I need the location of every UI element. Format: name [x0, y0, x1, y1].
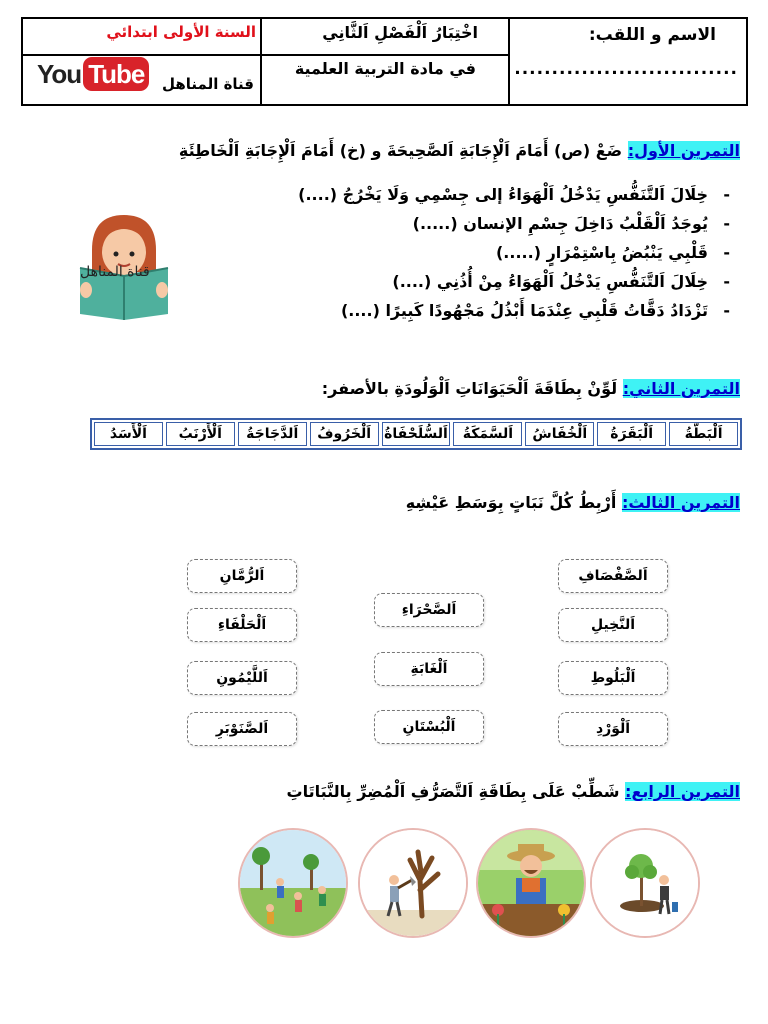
- animal-card[interactable]: اَلْأَسَدُ: [94, 422, 163, 446]
- exercise4-heading: [286, 782, 740, 801]
- exercise3-instruction: أَرْبِطُ كُلَّ نَبَاتٍ بِوَسَطِ عَيْشِهِ: [405, 493, 622, 512]
- watermark-text: قناة المناهل: [80, 264, 150, 280]
- name-label: الاسم و اللقب:: [588, 25, 716, 45]
- animal-card[interactable]: اَلْأَرْنَبُ: [166, 422, 235, 446]
- plant-card[interactable]: اَللَّيْمُونِ: [187, 661, 297, 695]
- plant-card[interactable]: اَلْوَرْدِ: [558, 712, 668, 746]
- exercise2-instruction: لَوِّنْ بِطَاقَةَ اَلْحَيَوَانَاتِ اَلْوَلُودَةِ بالأصفر:: [321, 379, 623, 398]
- plant-card[interactable]: اَلنَّخِيلِ: [558, 608, 668, 642]
- list-item: - خِلَالَ اَلتَّنَفُّسِ يَدْخُلُ اَلْهَوَاءُ إلى جِسْمِي وَلَا يَخْرُجُ (....): [250, 180, 730, 209]
- habitat-card[interactable]: اَلْغَابَةِ: [374, 652, 484, 686]
- exercise2-heading: [322, 379, 740, 398]
- header-table: [21, 17, 748, 106]
- list-item: - تَزْدَادُ دَقَّاتُ قَلْبِي عِنْدَمَا أَبْذُلُ مَجْهُودًا كَبِيرًا (....): [250, 296, 730, 325]
- animal-card[interactable]: اَلْبَطَّةُ: [669, 422, 738, 446]
- person-cutting-tree-icon[interactable]: [358, 828, 468, 938]
- list-item: - خِلَالَ اَلتَّنَفُّسِ يَدْخُلُ اَلْهَوَاءُ مِنْ أُذُنِي (....): [250, 267, 730, 296]
- grade-label: السنة الأولى ابتدائي: [106, 23, 256, 41]
- animal-card[interactable]: اَلسَّمَكَةُ: [453, 422, 522, 446]
- exercise1-instruction: ضَعْ (ص) أَمَامَ اَلْإِجَابَةِ اَلصَّحِيحَةَ و (خ) أَمَامَ اَلْإِجَابَةِ اَلْخَاطِئَةِ: [178, 141, 628, 160]
- list-item: - قَلْبِي يَنْبُضُ بِاسْتِمْرَارٍ (.....): [250, 238, 730, 267]
- exercise4-instruction: شَطِّبْ عَلَى بِطَاقَةِ اَلتَّصَرُّفِ اَلْمُضِرِّ بِالنَّبَاتَاتِ: [286, 782, 626, 801]
- exercise1-list: [250, 180, 730, 325]
- animal-card[interactable]: اَلْخَرُوفُ: [310, 422, 379, 446]
- exercise4-title: التمرين الرابع:: [625, 782, 740, 801]
- plant-card[interactable]: اَلْبَلُوطِ: [558, 661, 668, 695]
- exercise1-title: التمرين الأول:: [627, 141, 740, 160]
- exercise3-title: التمرين الثالث:: [621, 493, 740, 512]
- channel-label: قناة المناهل: [161, 75, 254, 93]
- animal-card[interactable]: اَلْبَقَرَةُ: [597, 422, 666, 446]
- list-item: - يُوجَدُ اَلْقَلْبُ دَاخِلَ جِسْمِ الإنسان (.....): [250, 209, 730, 238]
- exercise2-title: التمرين الثاني:: [622, 379, 740, 398]
- habitat-card[interactable]: اَلْبُسْتَانِ: [374, 710, 484, 744]
- name-dots: ..............................: [514, 59, 738, 79]
- plant-card[interactable]: اَلصَّفْصَافِ: [558, 559, 668, 593]
- habitat-card[interactable]: اَلصَّحْرَاءِ: [374, 593, 484, 627]
- plant-card[interactable]: اَلْحَلْفَاءِ: [187, 608, 297, 642]
- plant-card[interactable]: اَلصَّنَوْبَرِ: [187, 712, 297, 746]
- animals-table: [90, 418, 742, 450]
- plant-card[interactable]: اَلرُّمَّانِ: [187, 559, 297, 593]
- exercise3-heading: [406, 493, 740, 512]
- exercise1-heading: [179, 141, 740, 160]
- gardener-icon[interactable]: [476, 828, 586, 938]
- subject-label: في مادة التربية العلمية: [294, 59, 476, 78]
- animal-card[interactable]: اَلسُّلَحْفَاةُ: [382, 422, 451, 446]
- exam-title: اخْتِبَارُ اَلْفَصْلِ اَلثَّانِي: [322, 23, 478, 42]
- animal-card[interactable]: اَلدَّجَاجَةُ: [238, 422, 307, 446]
- youtube-logo: You Tube: [37, 57, 149, 91]
- people-planting-trees-icon[interactable]: [238, 828, 348, 938]
- animal-card[interactable]: اَلْخُفَاشُ: [525, 422, 594, 446]
- child-planting-tree-icon[interactable]: [590, 828, 700, 938]
